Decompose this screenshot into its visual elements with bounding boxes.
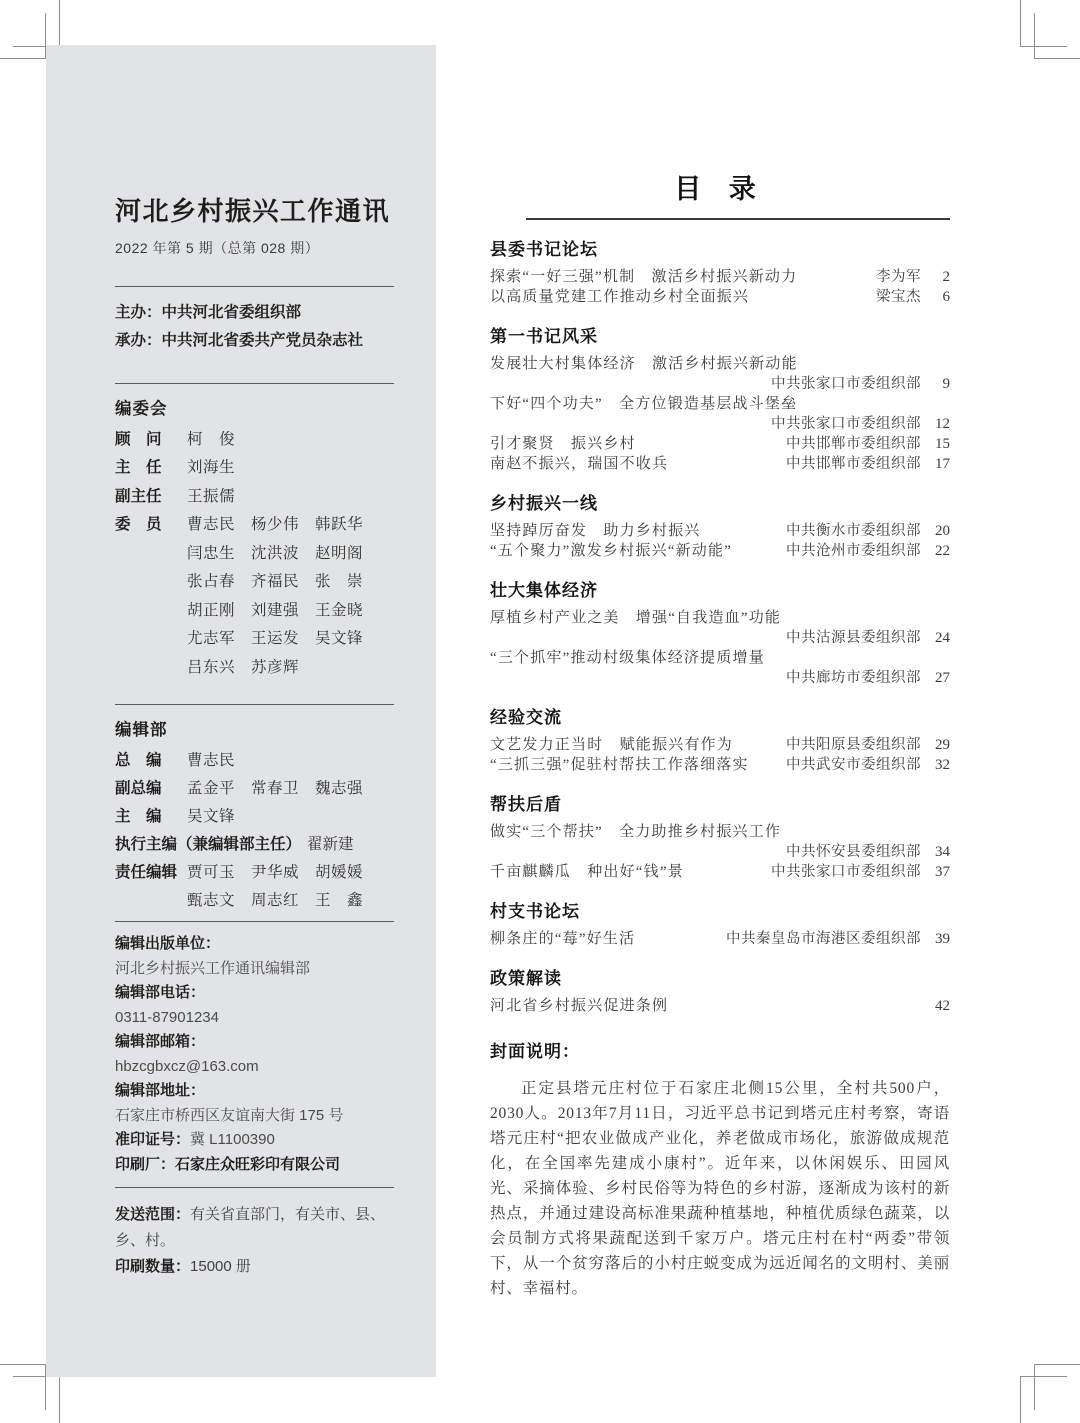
member-row: 张占春 齐福民 张 崇 [187, 573, 364, 590]
entry-page: 20 [935, 523, 950, 539]
toc-section-heading: 乡村振兴一线 [490, 494, 598, 513]
field-value: 有关省直部门，有关市、县、乡、村。 [115, 1206, 386, 1249]
entry-page: 32 [935, 757, 950, 773]
toc-entry [490, 454, 950, 474]
divider [115, 1187, 394, 1188]
crop-mark-top-right-inner [1034, 13, 1080, 59]
committee-row [115, 483, 394, 512]
editorial-row [115, 747, 394, 775]
entry-author: 中共阳原县委组织部 [786, 737, 921, 753]
entry-byline [490, 374, 950, 394]
editorial-row-duty [115, 859, 394, 915]
entry-page: 34 [935, 844, 950, 860]
role-label: 委 员 [115, 516, 162, 533]
field-label: 印刷数量： [115, 1258, 191, 1275]
entry-author: 中共沽源县委组织部 [786, 630, 921, 646]
toc-entries [490, 735, 950, 775]
field-label: 编辑部邮箱： [115, 1033, 206, 1050]
divider [115, 921, 394, 922]
member-row: 尤志军 王运发 吴文锋 [187, 630, 364, 647]
toc-section-heading: 壮大集体经济 [490, 581, 598, 600]
toc-section-heading: 第一书记风采 [490, 327, 598, 346]
entry-title: 下好“四个功夫” 全方位锻造基层战斗堡垒 [490, 396, 798, 412]
role-names: 柯 俊 [187, 430, 236, 448]
entry-title: 探索“一好三强”机制 激活乡村振兴新动力 [490, 269, 798, 285]
entry-author: 中共沧州市委组织部 [786, 543, 921, 559]
entry-page: 22 [935, 543, 950, 559]
member-row: 吕东兴 苏彦辉 [187, 658, 300, 676]
toc-section [490, 492, 950, 561]
entry-page: 29 [935, 737, 950, 753]
toc-entry [490, 521, 950, 541]
toc-section [490, 579, 950, 688]
organizers-block [115, 299, 394, 355]
role-label: 副主任 [115, 487, 162, 505]
role-names: 吴文锋 [187, 808, 236, 825]
field-value: hbzcgbxcz@163.com [115, 1057, 259, 1075]
toc-entry [490, 267, 950, 287]
toc-entry [490, 822, 950, 862]
role-names: 刘海生 [187, 459, 236, 476]
toc-section [490, 967, 950, 1016]
field-label: 发送范围： [115, 1206, 191, 1223]
role-names: 曹志民 [187, 752, 236, 769]
entry-title: “五个聚力”激发乡村振兴“新动能” [490, 543, 733, 559]
entry-page: 37 [935, 864, 950, 880]
editorial-row-executive [115, 831, 394, 859]
field-value: 冀 L1100390 [190, 1131, 275, 1148]
toc-entry [490, 735, 950, 755]
entry-title: 南赵不振兴，瑞国不收兵 [490, 456, 669, 472]
toc-section-heading: 村支书论坛 [490, 902, 580, 921]
printing-company [115, 1153, 394, 1178]
entry-title: 千亩麒麟瓜 种出好“钱”景 [490, 864, 684, 880]
organizer-row [115, 327, 394, 355]
toc-entries [490, 354, 950, 474]
entry-page: 42 [935, 998, 950, 1014]
field-label: 编辑出版单位： [115, 935, 221, 952]
entry-author: 中共张家口市委组织部 [771, 416, 921, 432]
entry-page: 27 [935, 670, 950, 686]
entry-title: 引才聚贤 振兴乡村 [490, 436, 636, 452]
committee-row-members [115, 511, 394, 682]
entry-author: 中共张家口市委组织部 [771, 376, 921, 392]
journal-title: 河北乡村振兴工作通讯 [115, 196, 391, 226]
member-row: 曹志民 杨少伟 韩跃华 [187, 516, 364, 533]
organizer-value: 中共河北省委组织部 [161, 303, 302, 321]
divider [115, 704, 394, 705]
divider [115, 286, 394, 287]
toc-entry [490, 434, 950, 454]
toc-section [490, 793, 950, 882]
entry-title: 文艺发力正当时 赋能振兴有作为 [490, 737, 734, 753]
toc-entry [490, 354, 950, 394]
role-label: 主 编 [115, 808, 162, 825]
toc-section [490, 900, 950, 949]
toc-title-rule [526, 218, 950, 220]
role-names: 王振儒 [187, 487, 236, 505]
distribution-info [115, 1202, 394, 1280]
role-label: 执行主编（兼编辑部主任） [115, 836, 302, 853]
entry-author: 中共武安市委组织部 [786, 757, 921, 773]
organizer-label: 承办： [115, 331, 162, 349]
print-license [115, 1128, 394, 1153]
organizer-row [115, 299, 394, 327]
editorial-rows [115, 747, 394, 915]
entry-page: 6 [942, 289, 950, 305]
editorial-address [115, 1079, 394, 1128]
entry-title: 以高质量党建工作推动乡村全面振兴 [490, 289, 750, 305]
field-value: 15000 册 [190, 1258, 251, 1275]
field-value: 石家庄众旺彩印有限公司 [175, 1155, 341, 1173]
entry-byline [490, 668, 950, 688]
entry-page: 2 [942, 269, 950, 285]
role-label: 主 任 [115, 459, 162, 476]
duty-editor-row: 甄志文 周志红 王 鑫 [187, 892, 364, 909]
toc-entry [490, 648, 950, 688]
toc-entry [490, 755, 950, 775]
entry-title: 厚植乡村产业之美 增强“自我造血”功能 [490, 610, 782, 626]
publishing-unit [115, 932, 394, 981]
role-label: 责任编辑 [115, 864, 178, 881]
entry-title: 柳条庄的“莓”好生活 [490, 931, 636, 947]
distribution-scope [115, 1202, 394, 1254]
entry-author: 中共怀安县委组织部 [786, 844, 921, 860]
entry-page: 24 [935, 630, 950, 646]
member-row: 闫忠生 沈洪波 赵明阁 [187, 544, 364, 562]
divider [115, 383, 394, 384]
entry-title: “三抓三强”促驻村帮扶工作落细落实 [490, 757, 749, 773]
member-name-rows [187, 511, 394, 682]
entry-page: 15 [935, 436, 950, 452]
crop-mark-top-left-inner [0, 13, 46, 59]
entry-title: “三个抓牢”推动村级集体经济提质增量 [490, 650, 765, 666]
committee-row [115, 454, 394, 483]
toc-entry [490, 862, 950, 882]
duty-editor-row: 贾可玉 尹华威 胡媛媛 [187, 864, 364, 881]
organizer-label: 主办： [115, 303, 162, 321]
role-label: 顾 问 [115, 430, 162, 448]
committee-heading: 编委会 [115, 399, 168, 418]
toc-section [490, 325, 950, 474]
table-of-contents [490, 172, 950, 1301]
entry-page: 12 [935, 416, 950, 432]
toc-entry [490, 996, 950, 1016]
entry-author: 中共张家口市委组织部 [771, 864, 921, 880]
masthead-panel [46, 45, 436, 1377]
toc-entries [490, 822, 950, 882]
entry-byline [490, 628, 950, 648]
editorial-email [115, 1030, 394, 1079]
crop-mark-bottom-right-inner [1034, 1364, 1080, 1410]
editorial-row [115, 775, 394, 803]
committee-rows [115, 426, 394, 683]
entry-author: 中共邯郸市委组织部 [786, 436, 921, 452]
entry-byline [490, 414, 950, 434]
cover-note-heading: 封面说明： [490, 1042, 580, 1061]
entry-author: 梁宝杰 [876, 289, 921, 305]
role-names: 孟金平 常春卫 魏志强 [187, 780, 364, 797]
toc-section [490, 706, 950, 775]
member-row: 胡正刚 刘建强 王金晓 [187, 601, 364, 619]
toc-entries [490, 608, 950, 688]
toc-entry [490, 608, 950, 648]
field-label: 编辑部电话： [115, 984, 206, 1001]
entry-title: 坚持踔厉奋发 助力乡村振兴 [490, 523, 701, 539]
field-label: 编辑部地址： [115, 1082, 206, 1099]
editorial-phone [115, 981, 394, 1030]
field-label: 准印证号： [115, 1131, 191, 1148]
publishing-info [115, 932, 394, 1177]
toc-section [490, 238, 950, 307]
entry-author: 李为军 [876, 269, 921, 285]
entry-byline [490, 842, 950, 862]
entry-page: 17 [935, 456, 950, 472]
editorial-heading: 编辑部 [115, 721, 168, 739]
toc-entries [490, 929, 950, 949]
toc-section-heading: 帮扶后盾 [490, 795, 562, 814]
toc-section-heading: 县委书记论坛 [490, 240, 598, 259]
entry-author: 中共秦皇岛市海港区委组织部 [726, 931, 921, 947]
entry-title: 河北省乡村振兴促进条例 [490, 998, 669, 1014]
issue-number: 2022 年第 5 期（总第 028 期） [115, 239, 320, 256]
toc-section-heading: 政策解读 [490, 969, 562, 988]
entry-author: 中共衡水市委组织部 [786, 523, 921, 539]
entry-author: 中共廊坊市委组织部 [786, 670, 921, 686]
crop-mark-bottom-left-inner [0, 1364, 46, 1410]
committee-row [115, 426, 394, 455]
field-label: 印刷厂： [115, 1155, 176, 1173]
role-label: 副总编 [115, 780, 162, 797]
entry-page: 39 [935, 931, 950, 947]
toc-entry [490, 287, 950, 307]
field-value: 河北乡村振兴工作通讯编辑部 [115, 959, 311, 977]
entry-page: 9 [942, 376, 950, 392]
entry-title: 做实“三个帮扶” 全力助推乡村振兴工作 [490, 824, 782, 840]
field-value: 石家庄市桥西区友谊南大街 175 号 [115, 1106, 344, 1124]
cover-note [490, 1040, 950, 1301]
toc-entries [490, 267, 950, 307]
role-names: 翟新建 [307, 836, 354, 853]
toc-entry [490, 929, 950, 949]
role-label: 总 编 [115, 752, 162, 769]
cover-note-text: 正定县塔元庄村位于石家庄北侧15公里，全村共500户，2030人。2013年7月11日，习近平总书记到塔元庄村考察，寄语塔元庄村“把农业做成产业化，养老做成市场化，旅游做成规范化，在全国率先建成小康村”。近年来，以休闲娱乐、田园风光、采摘体验、乡村民俗等为特色的乡村游，逐渐成为该村的新热点，并通过建设高标准果蔬种植基地，种植优质绿色蔬菜，以会员制方式将果蔬配送到千家万户。塔元庄村在村“两委”带领下，从一个贫穷落后的小村庄蜕变成为远近闻名的文明村、美丽村、幸福村。 [490, 1080, 950, 1297]
toc-title: 目 录 [674, 174, 766, 204]
toc-section-heading: 经验交流 [490, 708, 562, 727]
toc-entries [490, 996, 950, 1016]
field-value: 0311-87901234 [115, 1008, 219, 1026]
toc-entry [490, 394, 950, 434]
organizer-value: 中共河北省委共产党员杂志社 [161, 331, 364, 349]
duty-editor-rows [187, 859, 394, 915]
entry-author: 中共邯郸市委组织部 [786, 456, 921, 472]
editorial-row [115, 803, 394, 831]
toc-entries [490, 521, 950, 561]
entry-title: 发展壮大村集体经济 激活乡村振兴新动能 [490, 356, 798, 372]
toc-entry [490, 541, 950, 561]
print-run [115, 1254, 394, 1280]
